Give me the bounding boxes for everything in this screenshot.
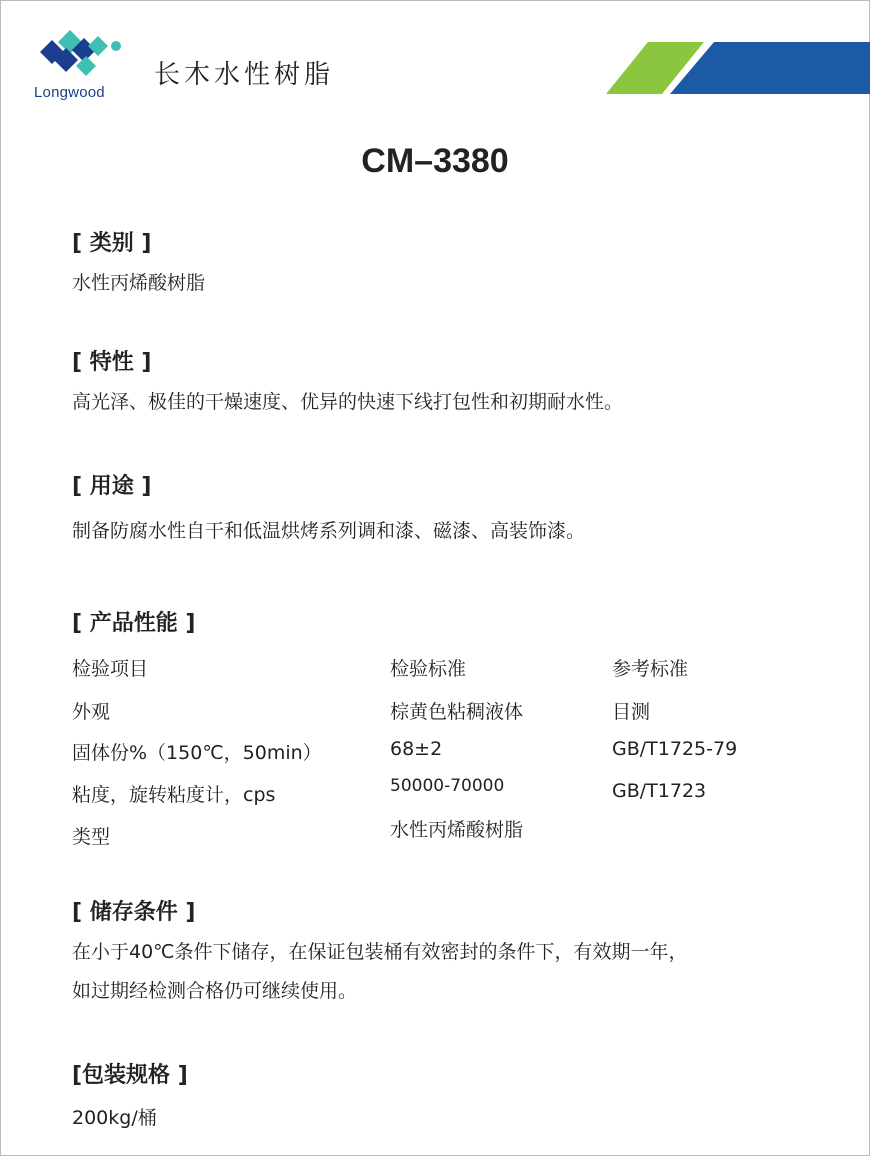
logo-text: Longwood	[34, 84, 105, 101]
column-header: 检验标准	[390, 658, 467, 680]
features-heading: [ 特性 ]	[72, 350, 152, 375]
table-cell: 50000-70000	[390, 776, 505, 796]
product-title: CM–3380	[361, 142, 509, 180]
table-cell: 68±2	[390, 738, 443, 760]
features-text: 高光泽、极佳的干燥速度、优异的快速下线打包性和初期耐水性。	[72, 391, 624, 413]
table-cell: 类型	[72, 826, 111, 848]
category-heading: [ 类别 ]	[72, 231, 152, 256]
usage-text: 制备防腐水性自干和低温烘烤系列调和漆、磁漆、高装饰漆。	[72, 520, 586, 542]
table-cell: GB/T1725-79	[612, 738, 738, 760]
packaging-heading: [包装规格 ]	[72, 1063, 188, 1088]
table-cell: 外观	[72, 701, 111, 723]
company-name: 长木水性树脂	[154, 60, 335, 90]
table-cell: 粘度，旋转粘度计，cps	[72, 784, 276, 806]
table-cell: 水性丙烯酸树脂	[390, 819, 524, 841]
logo	[30, 28, 130, 108]
header-stripes	[604, 42, 870, 96]
storage-text-line2: 如过期经检测合格仍可继续使用。	[72, 980, 358, 1002]
packaging-text: 200kg/桶	[72, 1107, 157, 1129]
column-header: 检验项目	[72, 658, 149, 680]
storage-heading: [ 储存条件 ]	[72, 900, 196, 925]
performance-heading: [ 产品性能 ]	[72, 611, 196, 636]
table-cell: 固体份%（150℃，50min）	[72, 742, 322, 764]
column-header: 参考标准	[612, 658, 689, 680]
table-cell: 目测	[612, 701, 651, 723]
category-text: 水性丙烯酸树脂	[72, 272, 206, 294]
table-cell: 棕黄色粘稠液体	[390, 701, 524, 723]
usage-heading: [ 用途 ]	[72, 474, 152, 499]
blue-stripe	[670, 42, 870, 94]
longwood-logo-icon	[36, 28, 126, 84]
table-cell: GB/T1723	[612, 780, 707, 802]
storage-text-line1: 在小于40℃条件下储存，在保证包装桶有效密封的条件下，有效期一年，	[72, 941, 688, 963]
